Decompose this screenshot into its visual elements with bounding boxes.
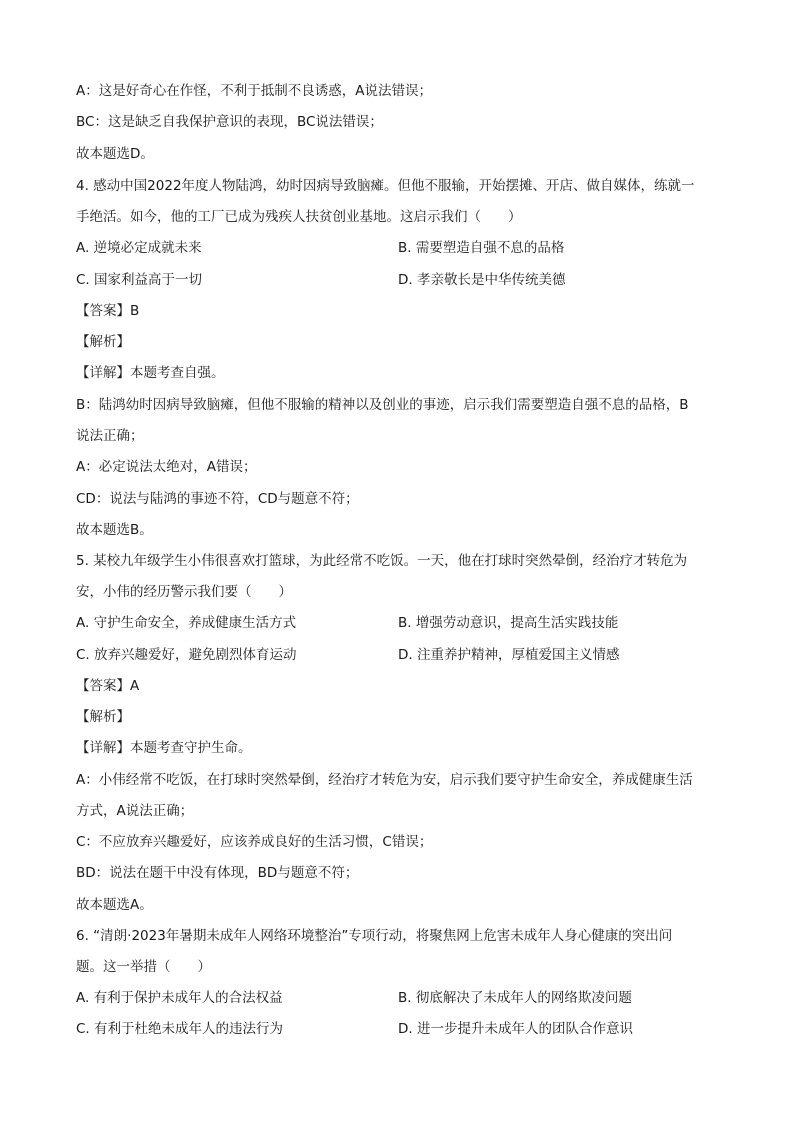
q4-option-a: A. 逆境必定成就未来 bbox=[76, 240, 202, 256]
q5-option-c: C. 放弃兴趣爱好，避免剧烈体育运动 bbox=[76, 647, 297, 663]
q5-stem-line1: 5. 某校九年级学生小伟很喜欢打篮球，为此经常不吃饭。一天，他在打球时突然晕倒，经治疗才转危为 bbox=[76, 553, 688, 569]
q4-analysis-heading: 【解析】 bbox=[76, 334, 130, 350]
q5-option-b: B. 增强劳动意识，提高生活实践技能 bbox=[398, 615, 619, 631]
q5-answer: 【答案】A bbox=[76, 678, 140, 694]
q5-detail: 【详解】本题考查守护生命。 bbox=[76, 740, 252, 756]
q4-option-c: C. 国家利益高于一切 bbox=[76, 272, 203, 288]
q5-option-d: D. 注重养护精神，厚植爱国主义情感 bbox=[398, 647, 620, 663]
q5-analysis-heading: 【解析】 bbox=[76, 709, 130, 725]
q4-detail: 【详解】本题考查自强。 bbox=[76, 365, 225, 381]
q6-option-a: A. 有利于保护未成年人的合法权益 bbox=[76, 990, 283, 1006]
q6-option-b: B. 彻底解决了未成年人的网络欺凌问题 bbox=[398, 990, 632, 1006]
q4-answer: 【答案】B bbox=[76, 303, 140, 319]
q4-explanation-a: A：必定说法太绝对，A错误； bbox=[76, 459, 257, 475]
q4-explanation-b-line1: B：陆鸿幼时因病导致脑瘫，但他不服输的精神以及创业的事迹，启示我们需要塑造自强不息的品格，B bbox=[76, 397, 689, 413]
q4-explanation-cd: CD：说法与陆鸿的事迹不符，CD与题意不符； bbox=[76, 491, 359, 507]
q4-conclusion: 故本题选B。 bbox=[76, 522, 153, 538]
q5-stem-line2: 安，小伟的经历警示我们要（ ） bbox=[76, 584, 292, 600]
prev-explanation-bc: BC：这是缺乏自我保护意识的表现，BC说法错误； bbox=[76, 114, 383, 130]
q6-stem-line1: 6. “清朗·2023年暑期未成年人网络环境整治”专项行动，将聚焦网上危害未成年人身心健康的突出问 bbox=[76, 928, 673, 944]
q5-explanation-bd: BD：说法在题干中没有体现，BD与题意不符； bbox=[76, 865, 359, 881]
prev-explanation-a: A：这是好奇心在作怪，不利于抵制不良诱惑，A说法错误； bbox=[76, 83, 432, 99]
q4-stem-line1: 4. 感动中国2022年度人物陆鸿，幼时因病导致脑瘫。但他不服输，开始摆摊、开店、做自媒体，练就一 bbox=[76, 178, 695, 194]
q4-explanation-b-line2: 说法正确； bbox=[76, 428, 144, 444]
q5-option-a: A. 守护生命安全，养成健康生活方式 bbox=[76, 615, 297, 631]
q5-conclusion: 故本题选A。 bbox=[76, 897, 153, 913]
q5-explanation-c: C：不应放弃兴趣爱好，应该养成良好的生活习惯，C错误； bbox=[76, 834, 433, 850]
q4-option-b: B. 需要塑造自强不息的品格 bbox=[398, 240, 565, 256]
prev-conclusion: 故本题选D。 bbox=[76, 146, 154, 162]
q6-stem-line2: 题。这一举措（ ） bbox=[76, 959, 211, 975]
q6-option-d: D. 进一步提升未成年人的团队合作意识 bbox=[398, 1021, 633, 1037]
q6-option-c: C. 有利于杜绝未成年人的违法行为 bbox=[76, 1021, 284, 1037]
q5-explanation-a-line1: A：小伟经常不吃饭，在打球时突然晕倒，经治疗才转危为安，启示我们要守护生命安全，养成健康生活 bbox=[76, 772, 693, 788]
q5-explanation-a-line2: 方式，A说法正确； bbox=[76, 803, 194, 819]
q4-option-d: D. 孝亲敬长是中华传统美德 bbox=[398, 272, 566, 288]
q4-stem-line2: 手绝活。如今，他的工厂已成为残疾人扶贫创业基地。这启示我们（ ） bbox=[76, 209, 522, 225]
